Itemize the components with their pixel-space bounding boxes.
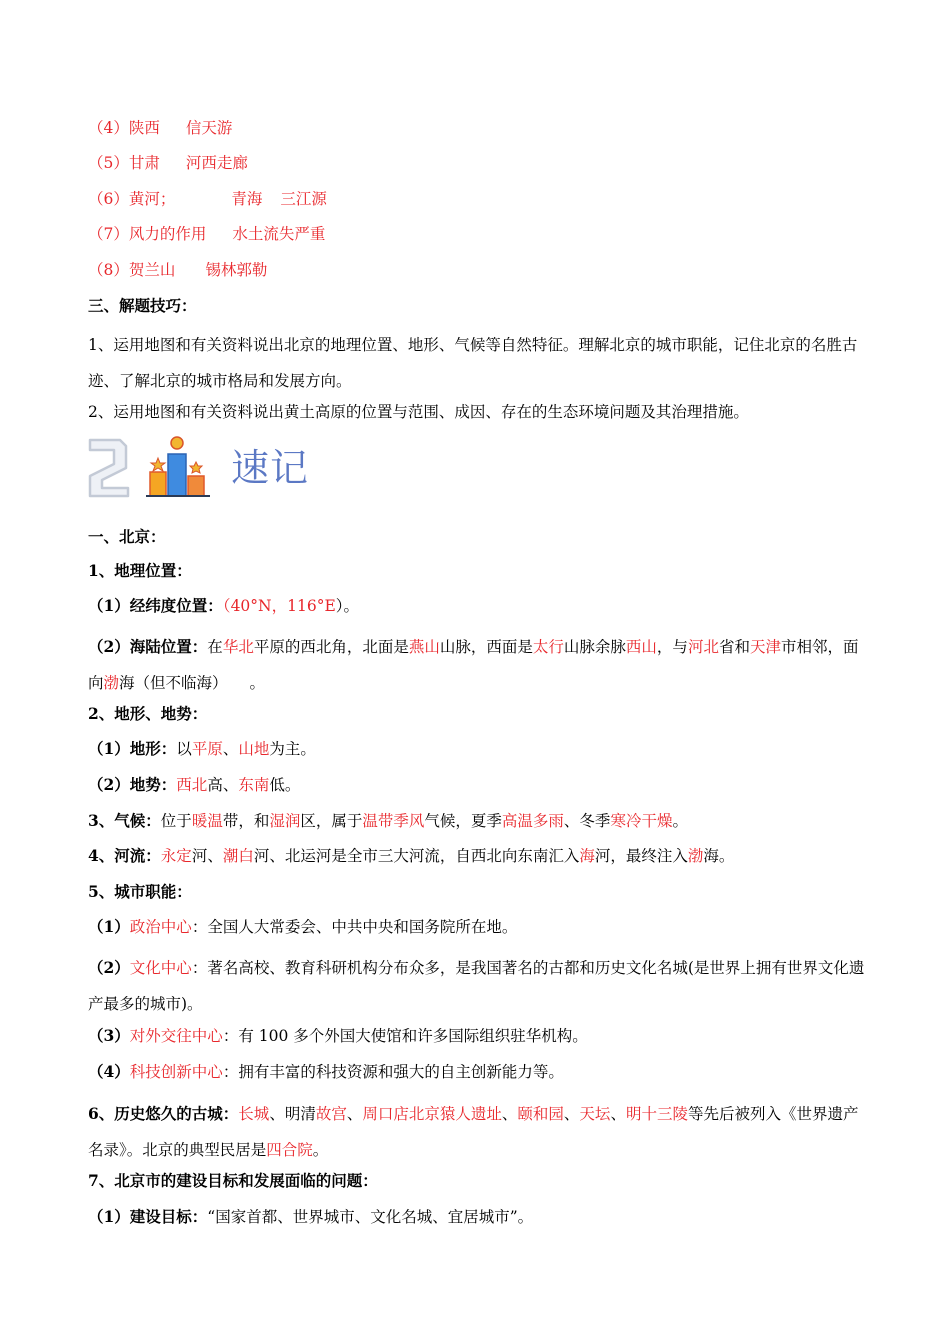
tips-heading: 三、解题技巧： <box>88 296 197 315</box>
text: ：拥有丰富的科技资源和强大的自主创新能力等。 <box>222 1063 564 1081</box>
section-heading-beijing: 一、北京： <box>88 527 166 546</box>
keyword: 故宫 <box>315 1105 347 1123</box>
answer-a: 贺兰山 <box>128 261 176 279</box>
answer-number: （7） <box>88 225 129 243</box>
paren-close: ）。 <box>335 597 360 615</box>
keyword: 文化中心 <box>129 959 192 977</box>
answer-a: 黄河； <box>128 190 176 208</box>
text: 、冬季 <box>563 812 611 830</box>
heading-functions: 5、城市职能： <box>88 882 192 901</box>
elevation-line <box>88 773 868 797</box>
text: 山脉余脉 <box>563 638 626 656</box>
function-international <box>88 1024 868 1048</box>
answer-line-8 <box>88 258 868 282</box>
latlon-label: （1）经纬度位置： <box>88 596 223 615</box>
text: 省和 <box>718 638 750 656</box>
answer-line-6 <box>88 187 868 211</box>
text: ：著名高校、教育科研机构分布众多，是我国著名的古都和历史文化名城(是世界上拥有世界文化遗产最多的城市)。 <box>88 959 865 1013</box>
text: 山脉，西面是 <box>439 638 533 656</box>
answer-a: 甘肃 <box>128 154 160 172</box>
answer-a: 陕西 <box>128 119 160 137</box>
keyword: 政治中心 <box>129 918 192 936</box>
text: 等先后被列入《世界遗产名录》。北京的典型民居是 <box>88 1105 859 1159</box>
keyword: 河北 <box>687 638 719 656</box>
text: 市相邻，面向 <box>88 638 859 692</box>
text: 低。 <box>269 776 301 794</box>
item-number: （3） <box>88 1026 130 1045</box>
text: 河、北运河是全市三大河流，自西北向东南汇入 <box>253 847 580 865</box>
history-line <box>88 1096 868 1168</box>
elevation-label: （2）地势： <box>88 775 177 794</box>
keyword: 颐和园 <box>517 1105 564 1123</box>
podium-icon <box>86 434 226 500</box>
text: ：有 100 多个外国大使馆和许多国际组织驻华机构。 <box>222 1027 588 1045</box>
keyword: 永定 <box>160 847 192 865</box>
answer-number: （8） <box>88 261 129 279</box>
keyword: 渤 <box>103 674 120 692</box>
answer-b: 水土流失严重 <box>232 225 326 243</box>
keyword: 潮白 <box>222 847 254 865</box>
text: 、 <box>610 1105 626 1123</box>
function-technology <box>88 1060 868 1084</box>
landform-label: （1）地形： <box>88 739 177 758</box>
goal-label: （1）建设目标： <box>88 1207 208 1226</box>
text: 河，最终注入 <box>594 847 688 865</box>
latitude: 40°N <box>230 597 272 615</box>
answer-b: 青海 <box>231 190 263 208</box>
text: 海（但不临海） <box>119 674 228 692</box>
keyword: 长城 <box>238 1105 270 1123</box>
keyword: 燕山 <box>408 638 440 656</box>
keyword: 西北 <box>176 776 208 794</box>
function-political <box>88 915 868 939</box>
text: ，与 <box>656 638 688 656</box>
text: 平原的西北角，北面是 <box>253 638 409 656</box>
landform-line <box>88 737 868 761</box>
text: 、明清 <box>269 1105 316 1123</box>
answer-line-7 <box>88 222 868 246</box>
tips-paragraph-2: 2、运用地图和有关资料说出黄土高原的位置与范围、成因、存在的生态环境问题及其治理措施。 <box>88 403 749 421</box>
climate-label: 3、气候： <box>88 811 161 830</box>
text: 位于 <box>160 812 192 830</box>
text: “国家首都、世界城市、文化名城、宜居城市”。 <box>207 1208 534 1226</box>
tips-paragraph-1: 1、运用地图和有关资料说出北京的地理位置、地形、气候等自然特征。理解北京的城市职能，记住北京的名胜古迹、了解北京的城市格局和发展方向。 <box>88 336 858 390</box>
text: 、 <box>346 1105 363 1123</box>
text: 气候，夏季 <box>424 812 502 830</box>
latlon-line <box>88 594 868 618</box>
keyword: 太行 <box>532 638 564 656</box>
text: 河、 <box>191 847 223 865</box>
keyword: 四合院 <box>266 1141 313 1159</box>
keyword: 暖温 <box>191 812 223 830</box>
section-banner <box>86 434 326 500</box>
keyword: 高温多雨 <box>501 812 564 830</box>
longitude: 116°E <box>287 597 336 615</box>
item-number: （1） <box>88 917 130 936</box>
climate-line <box>88 809 868 833</box>
text: 。 <box>249 674 266 692</box>
paren-open: （ <box>222 597 231 615</box>
keyword: 海 <box>579 847 595 865</box>
keyword: 湿润 <box>269 812 301 830</box>
heading-location: 1、地理位置： <box>88 561 192 580</box>
keyword: 东南 <box>238 776 270 794</box>
text: 在 <box>207 638 223 656</box>
text: 海。 <box>703 847 735 865</box>
keyword: 西山 <box>625 638 657 656</box>
answer-line-5 <box>88 151 868 175</box>
keyword: 华北 <box>222 638 254 656</box>
keyword: 周口店北京猿人遗址 <box>362 1105 502 1123</box>
separator: ， <box>271 597 288 615</box>
text: 区，属于 <box>300 812 363 830</box>
keyword: 寒冷干燥 <box>610 812 673 830</box>
answer-line-4 <box>88 116 868 140</box>
keyword: 明十三陵 <box>625 1105 688 1123</box>
answer-number: （4） <box>88 119 129 137</box>
keyword: 渤 <box>687 847 704 865</box>
heading-terrain: 2、地形、地势： <box>88 704 208 723</box>
rivers-line <box>88 844 868 868</box>
text: 带，和 <box>222 812 270 830</box>
text: 、 <box>563 1105 580 1123</box>
history-label: 6、历史悠久的古城： <box>88 1104 239 1123</box>
sea-label: （2）海陆位置： <box>88 637 208 656</box>
text: 、 <box>501 1105 518 1123</box>
banner-title: 速记 <box>231 446 310 490</box>
function-cultural <box>88 950 868 1022</box>
keyword: 科技创新中心 <box>129 1063 223 1081</box>
answer-b: 锡林郭勒 <box>205 261 268 279</box>
item-number: （2） <box>88 958 130 977</box>
heading-goals: 7、北京市的建设目标和发展面临的问题： <box>88 1171 378 1190</box>
answer-number: （5） <box>88 154 129 172</box>
text: 、 <box>222 740 239 758</box>
sea-land-line <box>88 629 868 701</box>
text: 高、 <box>207 776 239 794</box>
answer-b: 河西走廊 <box>185 154 248 172</box>
text: 。 <box>672 812 688 830</box>
keyword: 温带季风 <box>362 812 425 830</box>
keyword: 天津 <box>749 638 781 656</box>
keyword: 平原 <box>191 740 223 758</box>
rivers-label: 4、河流： <box>88 846 161 865</box>
keyword: 对外交往中心 <box>129 1027 223 1045</box>
text: ：全国人大常委会、中共中央和国务院所在地。 <box>191 918 518 936</box>
keyword: 山地 <box>238 740 270 758</box>
answer-c: 三江源 <box>280 190 327 208</box>
keyword: 天坛 <box>579 1105 611 1123</box>
item-number: （4） <box>88 1062 130 1081</box>
text: 。 <box>312 1141 329 1159</box>
goal-line <box>88 1205 868 1229</box>
answer-number: （6） <box>88 190 129 208</box>
text: 为主。 <box>269 740 316 758</box>
answer-a: 风力的作用 <box>128 225 207 243</box>
text: 以 <box>176 740 192 758</box>
answer-b: 信天游 <box>185 119 233 137</box>
